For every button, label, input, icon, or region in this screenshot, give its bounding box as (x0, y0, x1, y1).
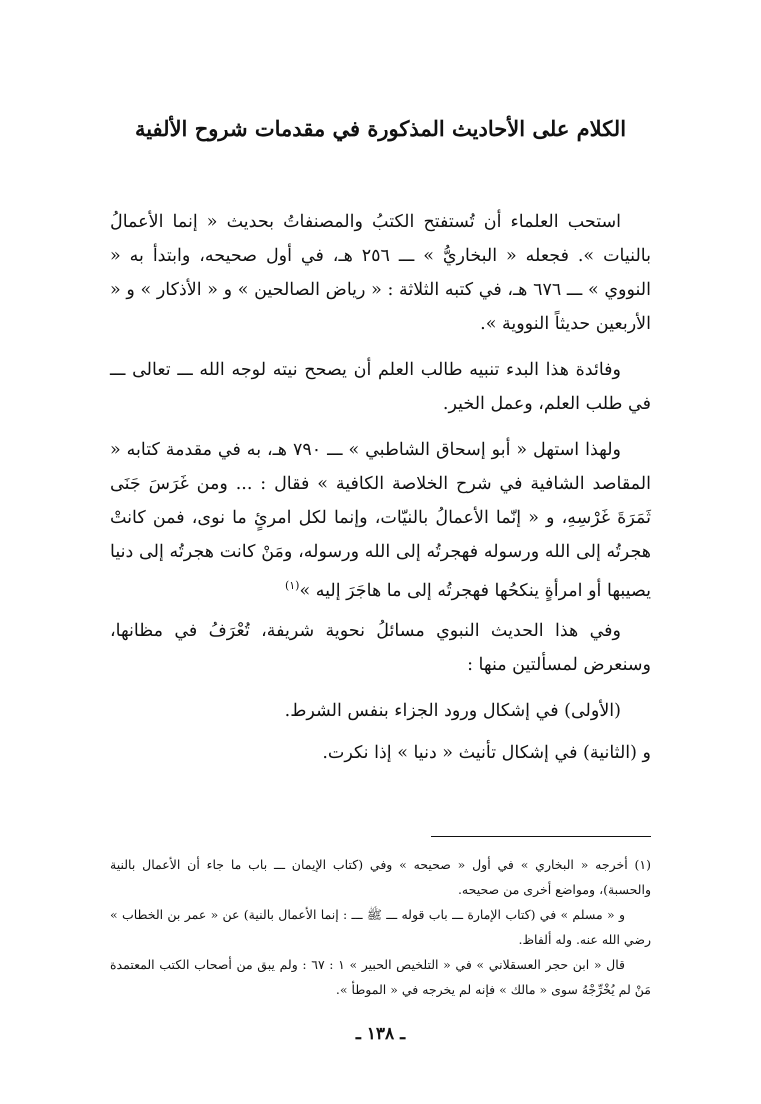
issue-first: (الأولى) في إشكال ورود الجزاء بنفس الشرط. (284, 700, 621, 721)
footnote-separator (431, 836, 651, 837)
footnote-reference: (١) (284, 579, 300, 592)
paragraph-benefit: وفائدة هذا البدء تنبيه طالب العلم أن يصحح نيته لوجه الله ـــ تعالى ـــ في طلب العلم، وعمل الخير. (110, 360, 651, 414)
footnote-1: (١) أخرجه « البخاري » في أول « صحيحه » وفي (كتاب الإيمان ـــ باب ما جاء أن الأعمال بالنية والحسبة)، ومواضع أخرى من صحيحه. (110, 857, 651, 897)
paragraph-shatibi (110, 433, 651, 608)
paragraph-shatibi-text: ولهذا استهل « أبو إسحاق الشاطبي » ـــ ٧٩٠ هـ، به في مقدمة كتابه « المقاصد الشافية في شرح الخلاصة الكافية » فقال : ... ومن غَرَسَ جَنَى ثَمَرَةَ غَرْسِهِ، و « إنّما الأعمالُ بالنيّات، وإنما لكل امرئٍ ما نوى، فمن كانتْ هجرتُه إلى الله ورسوله فهجرتُه إلى الله ورسوله، ومَنْ كانت هجرتُه إلى دنيا يصيبها أو امرأةٍ ينكحُها فهجرتُه إلى ما هاجَرَ إليه » (110, 440, 651, 601)
paragraph-intro: استحب العلماء أن تُستفتح الكتبُ والمصنفاتُ بحديث « إنما الأعمالُ بالنيات ». فجعله « البخاريُّ » ـــ ٢٥٦ هـ، في أول صحيحه، وابتدأ به « النووي » ـــ ٦٧٦ هـ، في كتبه الثلاثة : « رياض الصالحين » و « الأذكار » و « الأربعين حديثاً النووية ». (110, 212, 651, 334)
footnotes (110, 852, 651, 1002)
main-text (110, 205, 651, 770)
page-number: ـ ١٣٨ ـ (355, 1024, 406, 1044)
issue-second: و (الثانية) في إشكال تأنيث « دنيا » إذا نكرت. (322, 742, 651, 763)
footnote-1-ibn-hajar: قال « ابن حجر العسقلاني » في « التلخيص الحبير » ١ : ٦٧ : ولم يبق من أصحاب الكتب المعتمدة مَنْ لم يُخْرِّجْهُ سوى « مالك » فإنه لم يخرجه في « الموطأ ». (110, 957, 651, 997)
paragraph-grammar-issues: وفي هذا الحديث النبوي مسائلُ نحوية شريفة، تُعْرَفُ في مظانها، وسنعرض لمسألتين منها : (110, 620, 651, 675)
page-title: الكلام على الأحاديث المذكورة في مقدمات شروح الألفية (134, 116, 627, 141)
footnote-1-muslim: و « مسلم » في (كتاب الإمارة ـــ باب قوله ـــ ﷺ ـــ : إنما الأعمال بالنية) عن « عمر بن الخطاب » رضي الله عنه. وله ألفاظ. (110, 907, 651, 947)
